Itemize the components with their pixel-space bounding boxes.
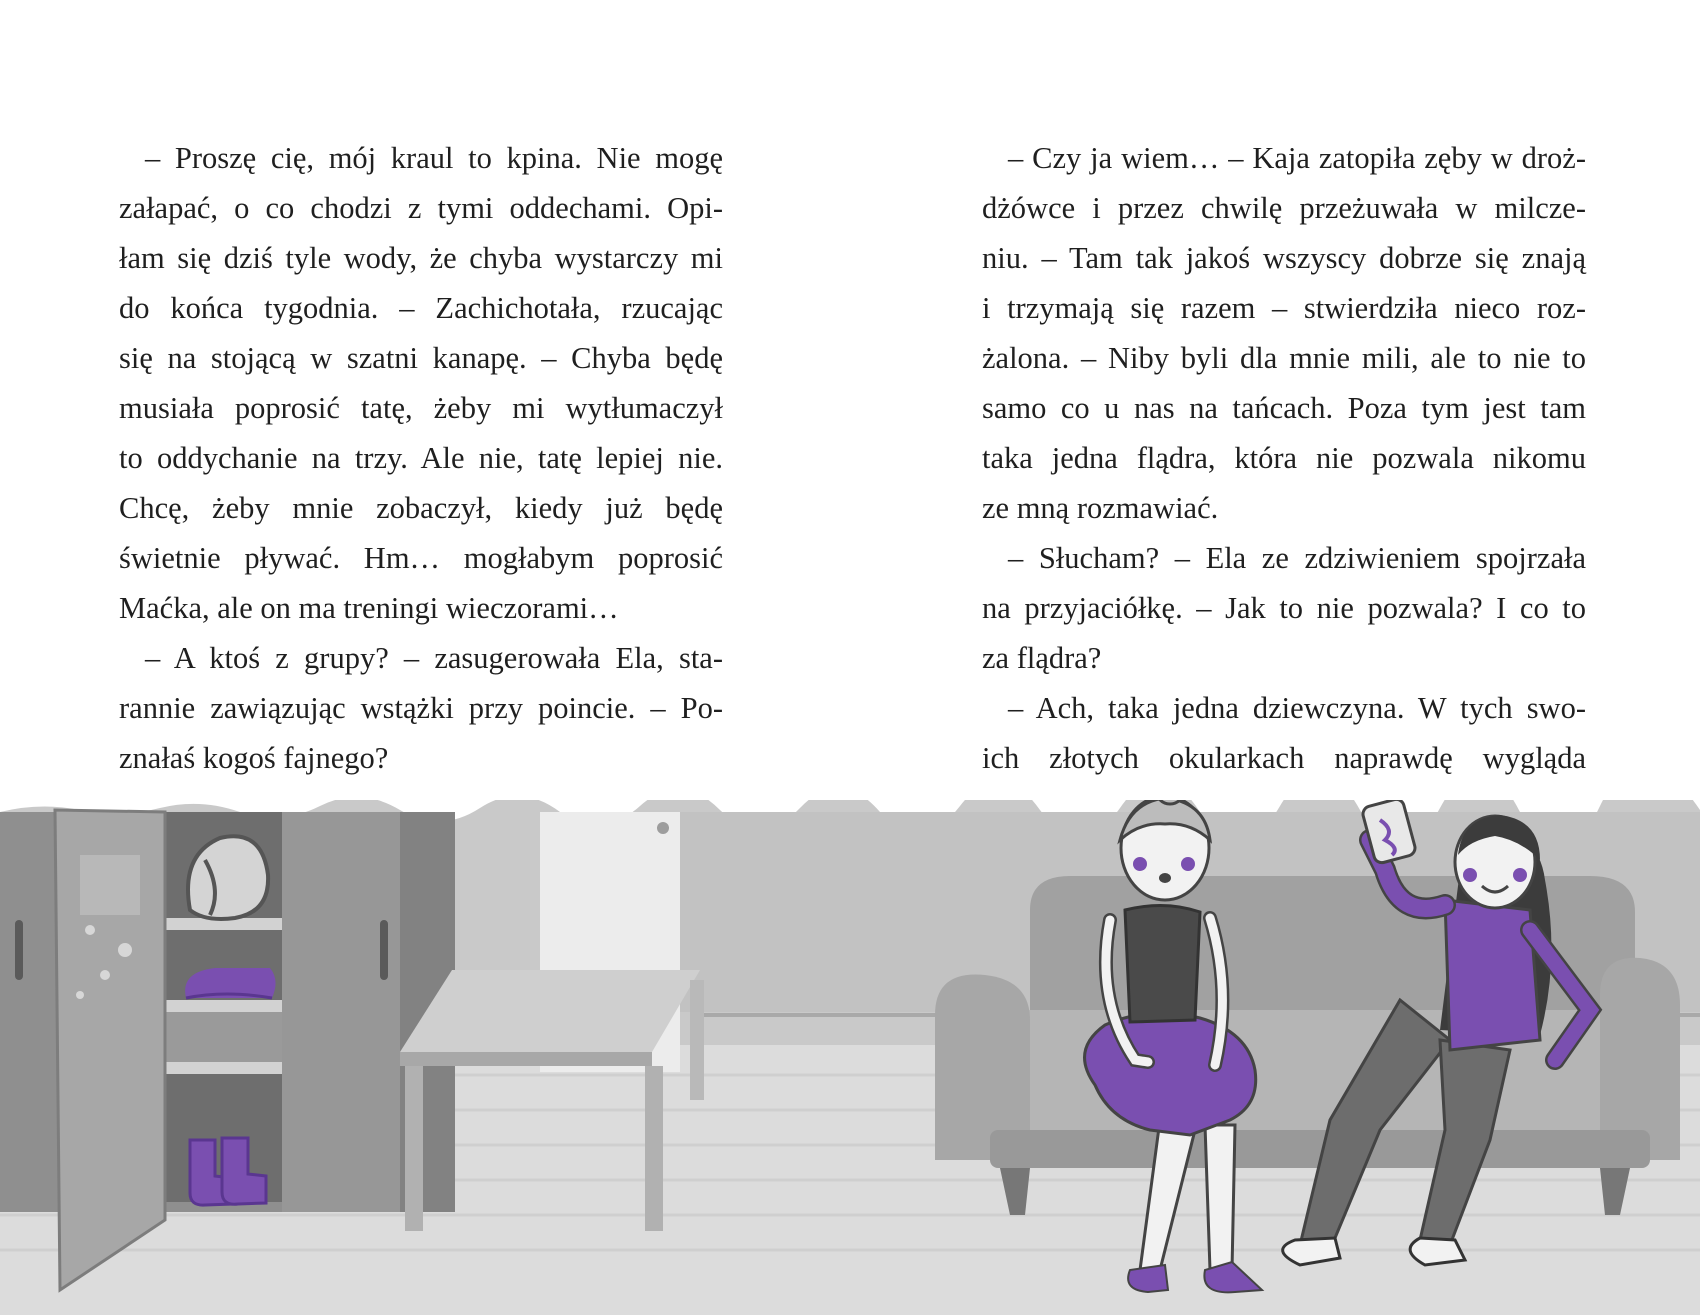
text-line: niu. – Tam tak jakoś wszyscy dobrze się znają <box>982 241 1586 275</box>
text-line: samo co u nas na tańcach. Poza tym jest tam <box>982 391 1586 425</box>
text-line: – A ktoś z grupy? – zasugerowała Ela, sta- <box>145 641 723 675</box>
text-line: Chcę, żeby mnie zobaczył, kiedy już będę <box>119 491 723 525</box>
text-line: – Proszę cię, mój kraul to kpina. Nie mogę <box>145 141 723 175</box>
text-line: i trzymają się razem – stwierdziła nieco roz- <box>982 291 1586 325</box>
left-page-text <box>119 133 723 783</box>
text-line: się na stojącą w szatni kanapę. – Chyba będę <box>119 341 723 375</box>
text-line: świetnie pływać. Hm… mogłabym poprosić <box>119 541 723 575</box>
text-line: musiała poprosić tatę, żeby mi wytłumaczył <box>119 391 723 425</box>
text-line: to oddychanie na trzy. Ale nie, tatę lepiej nie. <box>119 441 723 475</box>
text-line: – Ach, taka jedna dziewczyna. W tych swo- <box>1008 691 1586 725</box>
locker-room-illustration <box>0 800 1700 1315</box>
text-line: taka jedna flądra, która nie pozwala nikomu <box>982 441 1586 475</box>
text-line: znałaś kogoś fajnego? <box>119 741 389 775</box>
text-line: Maćka, ale on ma treningi wieczorami… <box>119 591 619 625</box>
right-page-text <box>982 133 1586 783</box>
text-line: załapać, o co chodzi z tymi oddechami. Opi- <box>119 191 723 225</box>
text-line: na przyjaciółkę. – Jak to nie pozwala? I co to <box>982 591 1586 625</box>
text-line: żalona. – Niby byli dla mnie mili, ale to nie to <box>982 341 1586 375</box>
folded-sweater-icon <box>185 968 275 998</box>
text-line: rannie zawiązując wstążki przy poincie. – Po- <box>119 691 723 725</box>
text-line: dżówce i przez chwilę przeżuwała w milcze- <box>982 191 1586 225</box>
text-line: łam się dziś tyle wody, że chyba wystarczy mi <box>119 241 723 275</box>
text-line: – Czy ja wiem… – Kaja zatopiła zęby w droż- <box>1008 141 1586 175</box>
text-line: do końca tygodnia. – Zachichotała, rzucając <box>119 291 723 325</box>
text-line: za flądra? <box>982 641 1102 675</box>
text-line: ze mną rozmawiać. <box>982 491 1219 525</box>
text-line: – Słucham? – Ela ze zdziwieniem spojrzała <box>1008 541 1586 575</box>
text-line: ich złotych okularkach naprawdę wygląda <box>982 741 1586 775</box>
